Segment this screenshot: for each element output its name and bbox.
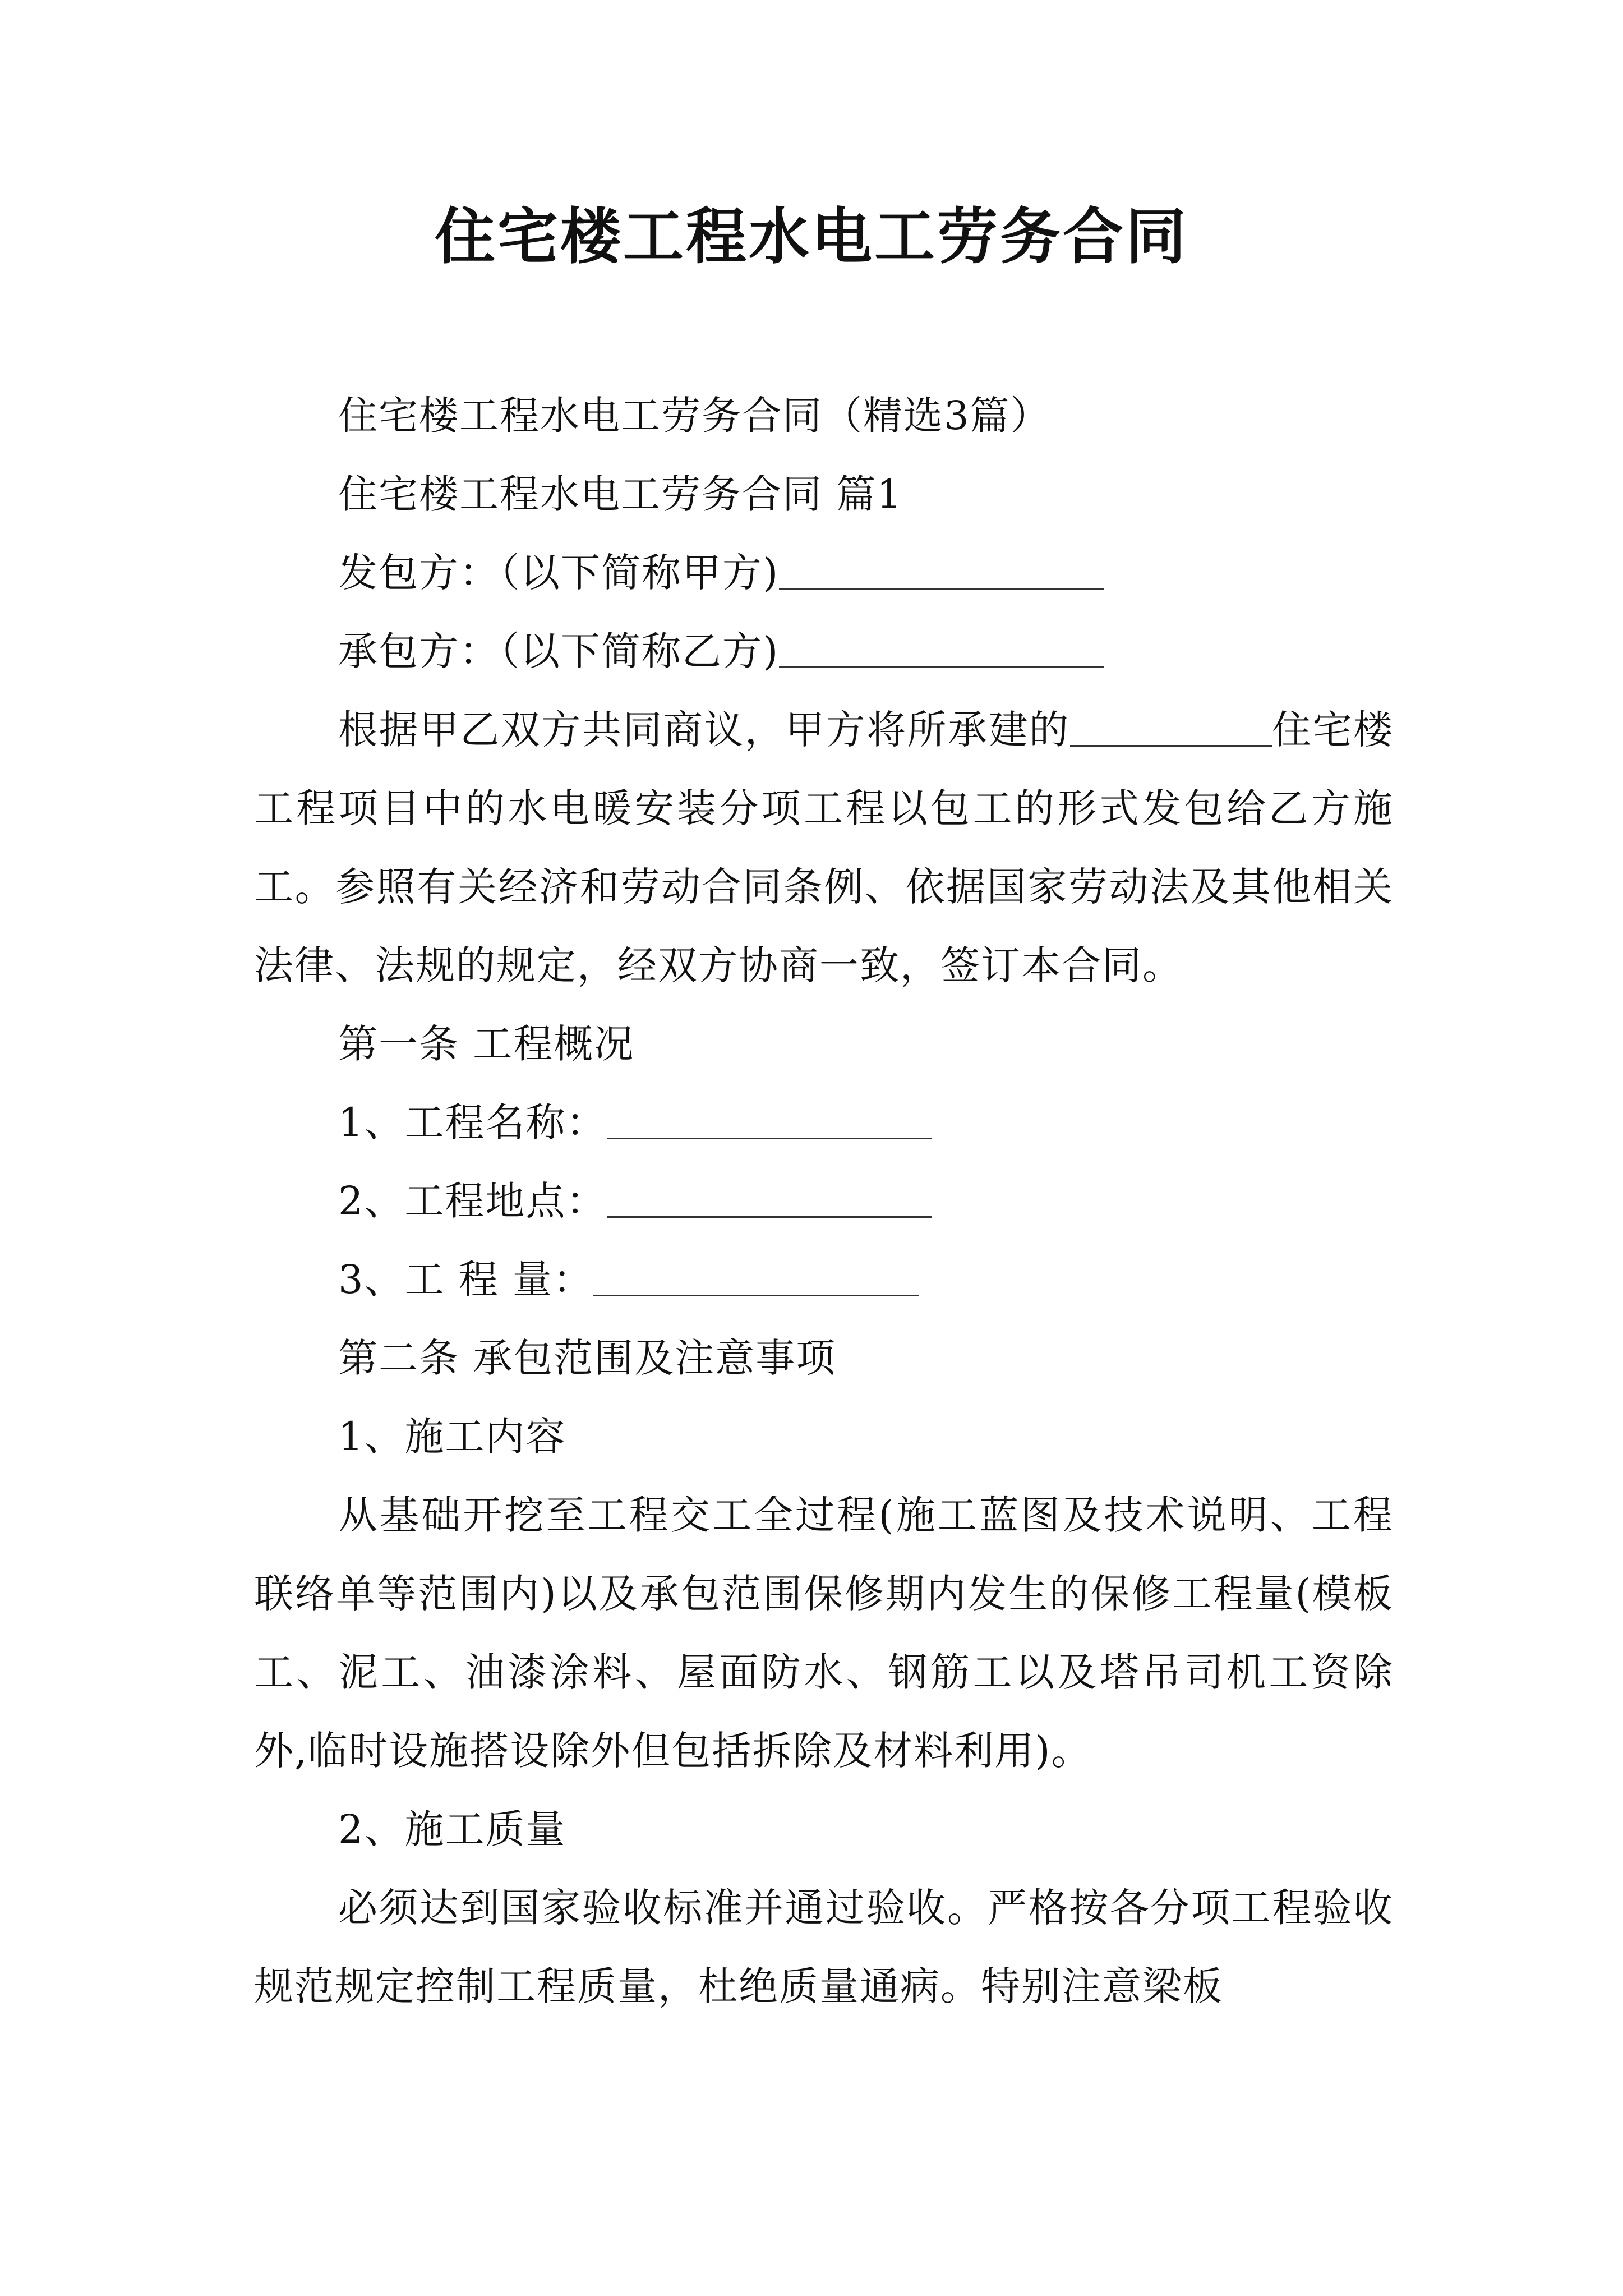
scope-paragraph: 从基础开挖至工程交工全过程(施工蓝图及技术说明、工程联络单等范围内)以及承包范围保修期内发生的保修工程量(模板工、泥工、油漆涂料、屋面防水、钢筋工以及塔吊司机工资除外,临时设施搭设除外但包括拆除及材料利用)。 — [254, 1492, 1394, 1774]
party-a-blank — [779, 543, 1104, 590]
subtitle-line: 住宅楼工程水电工劳务合同（精选3篇） — [338, 393, 1051, 439]
article-2-heading: 第二条 承包范围及注意事项 — [338, 1335, 837, 1381]
party-a-label: 发包方：（以下简称甲方) — [338, 550, 780, 596]
project-place-label: 2、工程地点： — [338, 1178, 607, 1224]
party-b-blank — [779, 622, 1104, 668]
project-name-blank — [607, 1093, 932, 1139]
intro-text-before: 根据甲乙双方共同商议，甲方将所承建的 — [338, 707, 1070, 753]
project-quantity-blank — [593, 1250, 919, 1296]
project-place-line — [254, 1162, 1394, 1240]
project-name-line — [254, 1083, 1394, 1162]
document-body — [254, 376, 1394, 2026]
project-place-blank — [607, 1171, 932, 1218]
intro-paragraph — [254, 691, 1394, 1005]
section-2-heading: 2、施工质量 — [338, 1806, 566, 1852]
project-name-label: 1、工程名称： — [338, 1099, 607, 1145]
quality-paragraph: 必须达到国家验收标准并通过验收。严格按各分项工程验收规范规定控制工程质量，杜绝质量通病。特别注意梁板 — [254, 1885, 1394, 2009]
project-quantity-line — [254, 1240, 1394, 1319]
part-heading: 住宅楼工程水电工劳务合同 篇1 — [338, 471, 903, 517]
intro-text-after: 住宅楼工程项目中的水电暖安装分项工程以包工的形式发包给乙方施工。参照有关经济和劳动合同条例、依据国家劳动法及其他相关法律、法规的规定，经双方协商一致，签订本合同。 — [254, 707, 1394, 988]
document-title: 住宅楼工程水电工劳务合同 — [434, 201, 1188, 272]
section-1-heading: 1、施工内容 — [338, 1414, 566, 1460]
party-b-label: 承包方：（以下简称乙方) — [338, 628, 780, 674]
party-b-line — [254, 612, 1394, 691]
article-1-heading: 第一条 工程概况 — [338, 1021, 635, 1067]
project-quantity-label: 3、工 程 量： — [338, 1257, 594, 1303]
project-blank — [1070, 700, 1272, 747]
party-a-line — [254, 533, 1394, 612]
